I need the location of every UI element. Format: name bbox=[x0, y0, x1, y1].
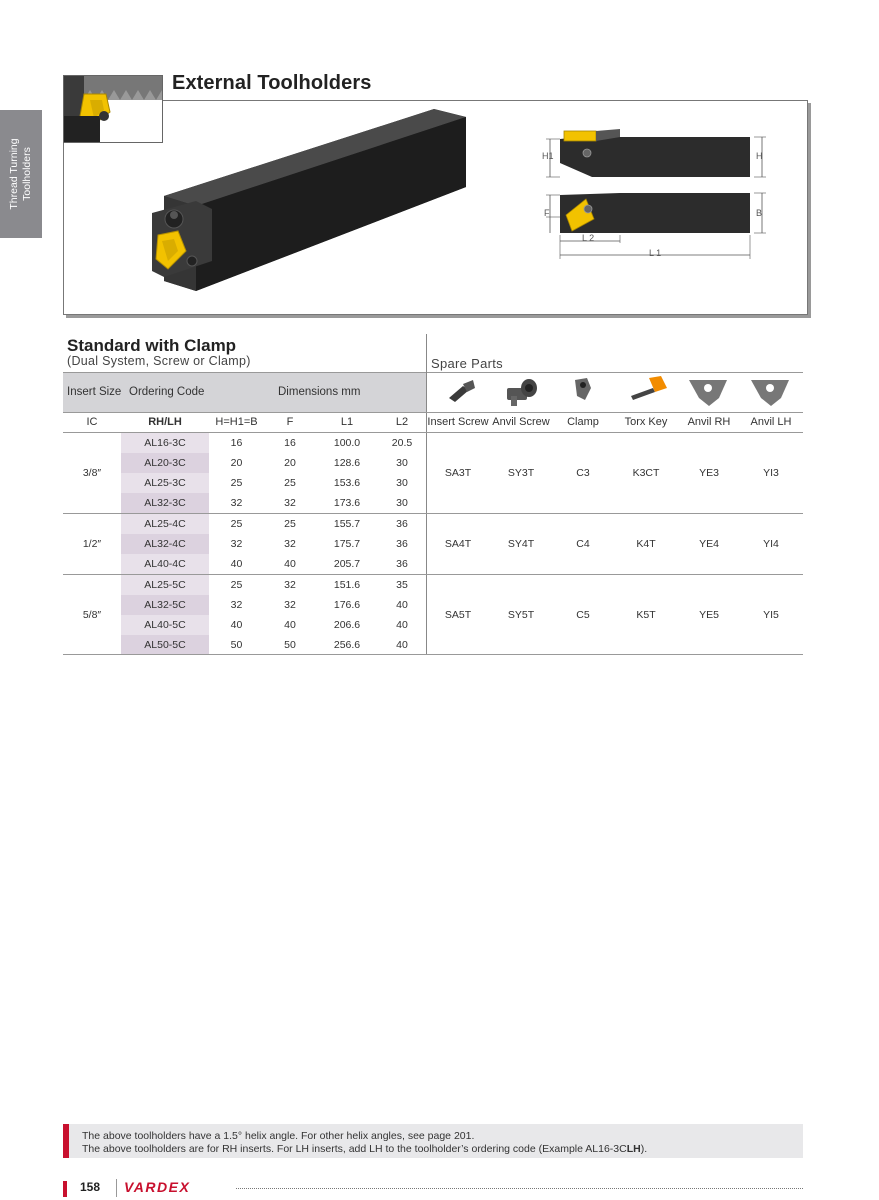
dim-h: 20 bbox=[230, 457, 243, 469]
ordering-code: AL40-5C bbox=[144, 619, 186, 631]
footer-separator bbox=[116, 1179, 117, 1197]
insert-screw-value: SA3T bbox=[444, 467, 472, 479]
dim-l2: 36 bbox=[396, 538, 408, 550]
col-ic: IC bbox=[86, 416, 98, 428]
torx-key-value: K5T bbox=[636, 609, 656, 621]
header-dimensions: Dimensions mm bbox=[278, 386, 361, 398]
ic-value: 1/2″ bbox=[82, 538, 102, 550]
section-subtitle: (Dual System, Screw or Clamp) bbox=[67, 354, 251, 368]
clamp-value: C5 bbox=[576, 609, 590, 621]
dim-h: 40 bbox=[230, 558, 243, 570]
spare-parts-title: Spare Parts bbox=[431, 356, 503, 371]
col-torx-key: Torx Key bbox=[624, 416, 668, 428]
header-ordering-code: Ordering Code bbox=[129, 386, 205, 398]
clamp-icon bbox=[575, 378, 591, 400]
dim-b-label: B bbox=[756, 208, 763, 218]
col-anvil-rh: Anvil RH bbox=[687, 416, 731, 428]
anvil-screw-value: SY5T bbox=[507, 609, 535, 621]
clamp-value: C4 bbox=[576, 538, 590, 550]
dim-l1: 128.6 bbox=[333, 457, 361, 469]
header-rule-top bbox=[63, 412, 803, 413]
torx-key-icon bbox=[631, 376, 667, 400]
dim-l1: 176.6 bbox=[333, 599, 361, 611]
dim-l1: 100.0 bbox=[333, 437, 361, 449]
dim-h1-label: H1 bbox=[542, 151, 554, 161]
page-number: 158 bbox=[80, 1180, 101, 1194]
ordering-code: AL32-4C bbox=[144, 538, 186, 550]
dim-l1: 256.6 bbox=[333, 639, 361, 651]
toolholder-illustration bbox=[64, 101, 809, 316]
dim-f: 32 bbox=[284, 599, 296, 611]
dim-h: 50 bbox=[230, 639, 243, 651]
dim-l1: 173.6 bbox=[333, 497, 361, 509]
dim-l2-label: L 2 bbox=[582, 233, 595, 243]
dim-l1: 205.7 bbox=[333, 558, 361, 570]
ordering-code: AL16-3C bbox=[144, 437, 186, 449]
dim-l1-label: L 1 bbox=[649, 248, 662, 258]
section-title: Standard with Clamp bbox=[67, 336, 237, 355]
col-h: H=H1=B bbox=[215, 416, 258, 428]
dim-l2: 30 bbox=[396, 477, 408, 489]
clamp-value: C3 bbox=[576, 467, 590, 479]
footer-rule bbox=[236, 1188, 803, 1189]
anvil-lh-value: YI5 bbox=[763, 609, 779, 621]
dim-l1: 206.6 bbox=[333, 619, 361, 631]
dim-f: 25 bbox=[284, 477, 296, 489]
ordering-code: AL32-3C bbox=[144, 497, 186, 509]
footnote-line-1: The above toolholders have a 1.5° helix angle. For other helix angles, see page 201. bbox=[82, 1130, 475, 1142]
side-view-diagram bbox=[546, 129, 766, 177]
dim-f: 40 bbox=[284, 558, 296, 570]
ordering-code: AL32-5C bbox=[144, 599, 186, 611]
dim-h: 25 bbox=[230, 579, 243, 591]
dim-l2: 40 bbox=[396, 619, 408, 631]
table-bottom-rule bbox=[63, 654, 803, 655]
col-l2: L2 bbox=[395, 416, 409, 428]
anvil-lh-value: YI3 bbox=[763, 467, 779, 479]
footnote-accent-bar bbox=[63, 1124, 69, 1158]
insert-screw-value: SA4T bbox=[444, 538, 472, 550]
torx-key-value: K3CT bbox=[632, 467, 660, 479]
ordering-code: AL40-4C bbox=[144, 558, 186, 570]
dim-l2: 40 bbox=[396, 639, 408, 651]
side-tab bbox=[0, 110, 42, 238]
thread-insert-icon bbox=[63, 75, 163, 143]
dim-h: 40 bbox=[230, 619, 243, 631]
anvil-rh-value: YE4 bbox=[699, 538, 719, 550]
dim-f: 20 bbox=[284, 457, 296, 469]
header-insert-size: Insert Size bbox=[67, 386, 122, 398]
ordering-code: AL20-3C bbox=[144, 457, 186, 469]
col-clamp: Clamp bbox=[567, 416, 599, 428]
dim-h-label: H bbox=[756, 151, 763, 161]
dim-h: 25 bbox=[230, 477, 243, 489]
dim-l1: 155.7 bbox=[333, 518, 361, 530]
col-l1: L1 bbox=[340, 416, 354, 428]
dim-h: 32 bbox=[230, 538, 243, 550]
dim-f: 16 bbox=[284, 437, 296, 449]
anvil-screw-icon bbox=[507, 379, 537, 406]
anvil-screw-value: SY4T bbox=[507, 538, 535, 550]
spare-part-icons bbox=[427, 374, 803, 412]
dim-l2: 40 bbox=[396, 599, 408, 611]
brand-logo: VARDEX bbox=[124, 1179, 191, 1195]
dim-f: 32 bbox=[284, 538, 296, 550]
ordering-code: AL25-3C bbox=[144, 477, 186, 489]
col-code: RH/LH bbox=[148, 416, 182, 428]
footnote-line-2: The above toolholders are for RH inserts. For LH inserts, add LH to the toolholder’s ordering code (Example AL16-3CLH). bbox=[82, 1143, 648, 1155]
col-anvil-screw: Anvil Screw bbox=[492, 416, 550, 428]
anvil-screw-value: SY3T bbox=[507, 467, 535, 479]
anvil-rh-value: YE5 bbox=[699, 609, 719, 621]
dim-f: 50 bbox=[284, 639, 296, 651]
footer-accent-bar bbox=[63, 1181, 67, 1197]
dim-l2: 35 bbox=[396, 579, 408, 591]
dim-h: 16 bbox=[230, 437, 243, 449]
anvil-rh-value: YE3 bbox=[699, 467, 719, 479]
anvil-lh-value: YI4 bbox=[763, 538, 779, 550]
dim-l1: 175.7 bbox=[333, 538, 361, 550]
torx-key-value: K4T bbox=[636, 538, 656, 550]
hero-panel bbox=[63, 100, 808, 315]
dim-l2: 20.5 bbox=[391, 437, 413, 449]
anvil-lh-icon bbox=[751, 380, 789, 406]
dim-f: 40 bbox=[284, 619, 296, 631]
dim-h: 32 bbox=[230, 599, 243, 611]
dim-f: 25 bbox=[284, 518, 296, 530]
ordering-code: AL50-5C bbox=[144, 639, 186, 651]
dim-l2: 36 bbox=[396, 558, 408, 570]
dim-l2: 30 bbox=[396, 497, 408, 509]
anvil-rh-icon bbox=[689, 380, 727, 406]
dim-l1: 151.6 bbox=[333, 579, 361, 591]
side-tab-label: Thread Turning Toolholders bbox=[8, 138, 33, 210]
insert-screw-value: SA5T bbox=[444, 609, 472, 621]
dim-l1: 153.6 bbox=[333, 477, 361, 489]
ordering-code: AL25-4C bbox=[144, 518, 186, 530]
insert-screw-icon bbox=[449, 380, 475, 402]
ic-value: 3/8″ bbox=[82, 467, 102, 479]
dim-h: 32 bbox=[230, 497, 243, 509]
col-insert-screw: Insert Screw bbox=[427, 416, 489, 428]
page-title: External Toolholders bbox=[172, 72, 372, 94]
ic-value: 5/8″ bbox=[82, 609, 102, 621]
ordering-code: AL25-5C bbox=[144, 579, 186, 591]
dim-f-label: F bbox=[544, 208, 550, 218]
dim-l2: 36 bbox=[396, 518, 408, 530]
dim-f: 32 bbox=[284, 497, 296, 509]
dim-l2: 30 bbox=[396, 457, 408, 469]
dim-f: 32 bbox=[284, 579, 296, 591]
col-anvil-lh: Anvil LH bbox=[750, 416, 792, 428]
dim-h: 25 bbox=[230, 518, 243, 530]
col-f: F bbox=[286, 416, 294, 428]
